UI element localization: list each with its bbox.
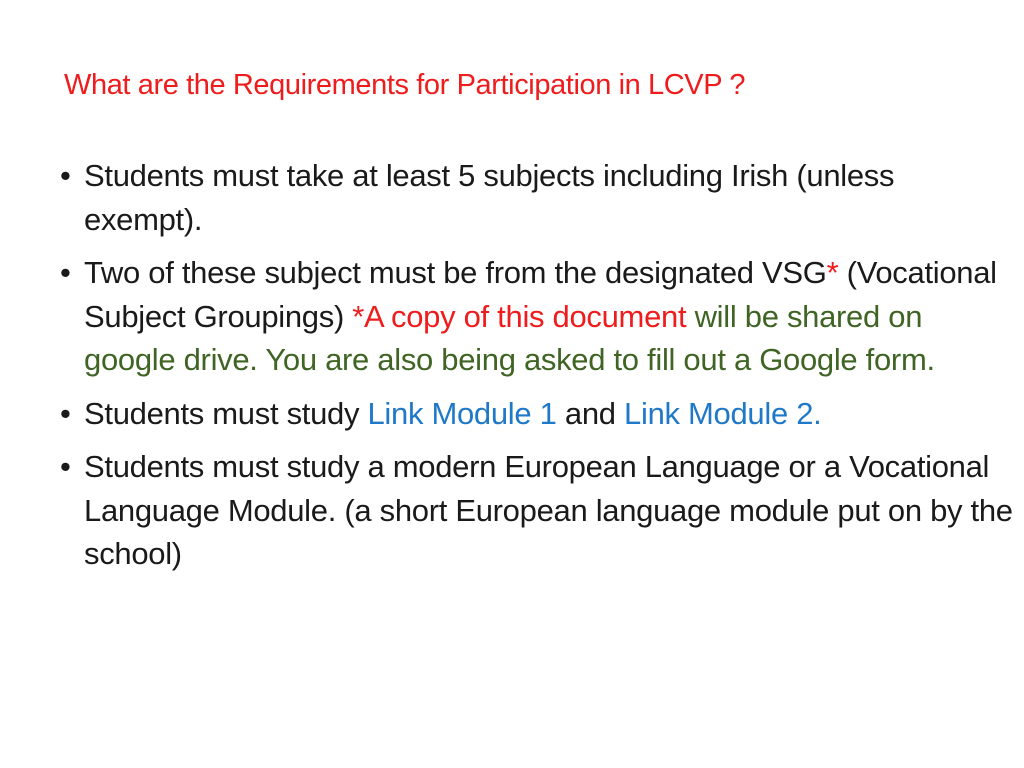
- vsg-asterisk: *: [826, 255, 839, 290]
- bullet-text: Students must study: [84, 395, 368, 431]
- bullet-dot-icon: •: [60, 395, 71, 431]
- slide-title: What are the Requirements for Participation in LCVP ?: [64, 69, 746, 101]
- bullet-item-link-modules: [60, 392, 1015, 436]
- bullet-text: Students must take at least 5 subjects including Irish (unless exempt).: [84, 158, 895, 237]
- bullet-dot-icon: •: [60, 255, 71, 290]
- link-module-2[interactable]: Link Module 2.: [624, 395, 822, 431]
- document-copy-note: *A copy of this document: [352, 298, 687, 334]
- link-module-1[interactable]: Link Module 1: [367, 395, 557, 431]
- bullet-list: [60, 154, 1015, 586]
- bullet-item-subjects: [60, 154, 1015, 241]
- bullet-item-vsg: [60, 251, 1015, 382]
- and-text: and: [556, 395, 625, 431]
- bullet-dot-icon: •: [60, 158, 71, 193]
- bullet-dot-icon: •: [60, 449, 71, 484]
- bullet-text: Two of these subject must be from the designated VSG: [84, 255, 827, 290]
- google-drive-note: will be shared on google drive. You are also being asked to fill out a Google form.: [84, 298, 935, 377]
- bullet-text: Students must study a modern European Language or a Vocational Language Module. (a short European language module put on by the school): [84, 449, 1013, 571]
- vsg-expansion: (Vocational Subject Groupings): [84, 255, 997, 334]
- bullet-item-language: [60, 445, 1015, 576]
